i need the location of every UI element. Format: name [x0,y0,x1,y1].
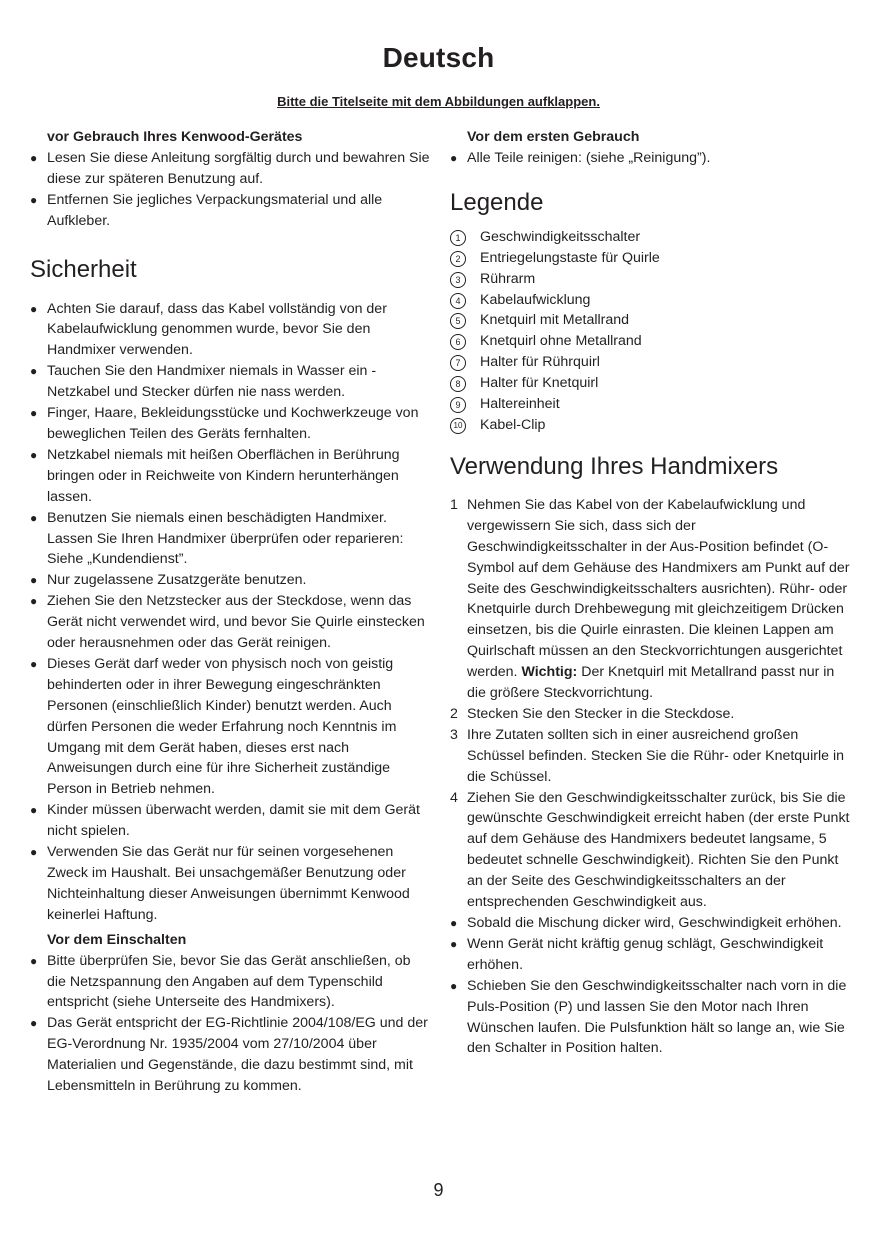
step-text: Stecken Sie den Stecker in die Steckdose. [467,705,735,722]
page-subtitle: Bitte die Titelseite mit dem Abbildungen aufklappen. [277,94,600,109]
list-item: ● Achten Sie darauf, dass das Kabel vollständig von der Kabelaufwicklung genommen wurde, bevor Sie den Handmixer verwenden. [30,299,430,362]
list-item: ● Sobald die Mischung dicker wird, Geschwindigkeit erhöhen. [450,913,850,934]
legend-number: 9 [450,397,466,413]
first-use-heading: Vor dem ersten Gebrauch [467,129,640,145]
before-switch-on-list [30,951,430,1097]
legend-label: Halter für Rührquirl [480,354,600,371]
important-label: Wichtig: [521,664,578,681]
usage-bullets [450,913,850,1059]
usage-heading: Verwendung Ihres Handmixers [450,452,779,480]
step-item [450,495,850,704]
safety-heading: Sicherheit [30,255,137,283]
legend-heading: Legende [450,188,544,216]
legend-number: 8 [450,376,466,392]
list-item: ● Nur zugelassene Zusatzgeräte benutzen. [30,570,430,591]
list-item: ● Entfernen Sie jegliches Verpackungsmaterial und alle Aufkleber. [30,190,430,232]
legend-number: 3 [450,272,466,288]
list-item: ● Benutzen Sie niemals einen beschädigten Handmixer. Lassen Sie Ihren Handmixer überprüfen oder reparieren: Siehe „Kundendienst”. [30,508,430,571]
list-item: ● Netzkabel niemals mit heißen Oberflächen in Berührung bringen oder in Reichweite von Kindern herunterhängen lassen. [30,445,430,508]
legend-label: Entriegelungstaste für Quirle [480,249,660,266]
first-use-list [450,148,850,169]
legend-item [450,248,850,269]
legend-item [450,415,850,436]
list-item: ● Kinder müssen überwacht werden, damit sie mit dem Gerät nicht spielen. [30,800,430,842]
step-number: 2 [450,705,458,722]
legend-label: Haltereinheit [480,396,560,413]
list-item: ● Tauchen Sie den Handmixer niemals in Wasser ein - Netzkabel und Stecker dürfen nie nass werden. [30,361,430,403]
step-item [450,788,850,913]
legend-label: Halter für Knetquirl [480,375,599,392]
legend-label: Geschwindigkeitsschalter [480,228,641,245]
list-item: ● Verwenden Sie das Gerät nur für seinen vorgesehenen Zweck im Haushalt. Bei unsachgemäßer Benutzung oder Nichteinhaltung dieser Anweisungen übernimmt Kenwood keinerlei Haftung. [30,842,430,926]
usage-steps [450,495,850,913]
legend-number: 7 [450,355,466,371]
step-item [450,725,850,788]
step-item [450,704,850,725]
before-switch-on-heading: Vor dem Einschalten [47,931,187,948]
important-text: Der Knetquirl mit Metallrand passt nur in die größere Steckvorrichtung. [467,664,835,702]
list-item: ● Alle Teile reinigen: (siehe „Reinigung”). [450,148,850,169]
legend-item [450,373,850,394]
list-item: ● Lesen Sie diese Anleitung sorgfältig durch und bewahren Sie diese zur späteren Benutzung auf. [30,148,430,190]
legend-label: Kabelaufwicklung [480,291,591,308]
step-text: Ziehen Sie den Geschwindigkeitsschalter zurück, bis Sie die gewünschte Geschwindigkeit erreicht haben (der erste Punkt auf dem Gehäuse des Handmixers bedeutet langsame, 5 bedeutet schnelle Geschwindigkeit). Richten Sie den Punkt an der Seite des Geschwindigkeitsschalters an der entsprechenden Geschwindigkeit aus. [467,789,850,911]
legend-number: 1 [450,230,466,246]
list-item: ● Schieben Sie den Geschwindigkeitsschalter nach vorn in die Puls-Position (P) und lassen Sie den Motor nach Ihren Wünschen laufen. Die Pulsfunktion hält so lange an, wie Sie den Schalter in Position halten. [450,976,850,1060]
legend-item [450,227,850,248]
legend-item [450,394,850,415]
legend-number: 4 [450,293,466,309]
left-column [30,127,430,1097]
legend-label: Kabel-Clip [480,416,546,433]
list-item: ● Ziehen Sie den Netzstecker aus der Steckdose, wenn das Gerät nicht verwendet wird, und bevor Sie Quirle einstecken oder herausnehmen oder das Gerät reinigen. [30,591,430,654]
safety-list [30,299,430,926]
legend-label: Rührarm [480,270,536,287]
list-item: ● Finger, Haare, Bekleidungsstücke und Kochwerkzeuge von beweglichen Teilen des Geräts fernhalten. [30,403,430,445]
list-item: ● Das Gerät entspricht der EG-Richtlinie 2004/108/EG und der EG-Verordnung Nr. 1935/2004 vom 27/10/2004 über Materialien und Gegenstände, die dazu bestimmt sind, mit Lebensmitteln in Berührung zu kommen. [30,1013,430,1097]
step-number: 3 [450,726,458,743]
right-column [450,127,850,1059]
list-item: ● Dieses Gerät darf weder von physisch noch von geistig behinderten oder in ihrer Bewegung eingeschränkten Personen (einschließlich Kinder) benutzt werden. Auch dürfen Personen die weder Erfahrung noch Kenntnis im Umgang mit dem Gerät haben, dieses erst nach Anweisungen durch eine für ihre Sicherheit zuständige Person in Betrieb nehmen. [30,654,430,800]
legend-item [450,352,850,373]
legend-number: 5 [450,313,466,329]
legend-number: 10 [450,418,466,434]
before-use-heading: vor Gebrauch Ihres Kenwood-Gerätes [47,129,303,145]
list-item: ● Bitte überprüfen Sie, bevor Sie das Gerät anschließen, ob die Netzspannung den Angaben auf dem Typenschild entspricht (siehe Unterseite des Handmixers). [30,951,430,1014]
page-number: 9 [433,1180,444,1200]
step-number: 4 [450,789,458,806]
legend-label: Knetquirl mit Metallrand [480,312,630,329]
step-text [467,495,850,704]
step-text-body: Nehmen Sie das Kabel von der Kabelaufwicklung und vergewissern Sie sich, dass sich der Geschwindigkeitsschalter in der Aus-Position befindet (O-Symbol auf dem Gehäuse des Handmixers am Punkt auf der Seite des Geschwindigkeitsschalters ausrichten). Rühr- oder Knetquirle durch Drehbewegung mit gleichzeitigem Drücken einsetzen, bis die Quirle einrasten. Die kleinen Lappen am Quirlschaft müssen an den Steckvorrichtungen ausgerichtet werden. [467,496,850,681]
legend-number: 6 [450,334,466,350]
step-text: Ihre Zutaten sollten sich in einer ausreichend großen Schüssel befinden. Stecken Sie die Rühr- oder Knetquirle in die Schüssel. [467,726,844,785]
legend-number: 2 [450,251,466,267]
step-number: 1 [450,496,458,513]
legend-item [450,290,850,311]
list-item: ● Wenn Gerät nicht kräftig genug schlägt, Geschwindigkeit erhöhen. [450,934,850,976]
legend-list [450,227,850,436]
page-title: Deutsch [382,42,495,73]
before-use-list [30,148,430,232]
legend-item [450,331,850,352]
legend-item [450,310,850,331]
legend-item [450,269,850,290]
legend-label: Knetquirl ohne Metallrand [480,333,642,350]
